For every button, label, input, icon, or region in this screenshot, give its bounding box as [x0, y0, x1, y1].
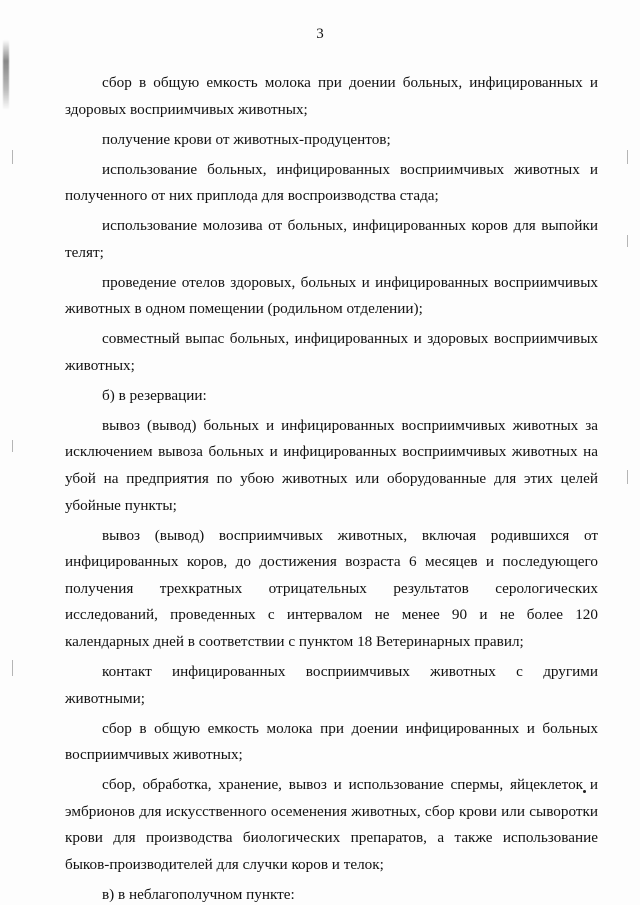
scan-mark	[12, 440, 13, 452]
page-number: 3	[316, 26, 324, 42]
paragraph: проведение отелов здоровых, больных и инфицированных восприимчивых животных в одном помещении (родильном отделении);	[65, 273, 598, 318]
paragraph: получение крови от животных-продуцентов;	[102, 130, 391, 148]
paragraph: совместный выпас больных, инфицированных и здоровых восприимчивых животных;	[65, 330, 598, 374]
paragraph: сбор, обработка, хранение, вывоз и использование спермы, яйцеклеток и эмбрионов для искусственного осеменения животных, сбор крови или сыворотки крови для производства биологических препаратов, а также использование быков-производителей для случки коров и телок;	[65, 776, 598, 873]
paragraph: использование молозива от больных, инфицированных коров для выпойки телят;	[65, 217, 598, 261]
paragraph: контакт инфицированных восприимчивых животных с другими животными;	[65, 662, 598, 707]
section-heading: б) в резервации:	[102, 386, 207, 404]
paragraph: сбор в общую емкость молока при доении больных, инфицированных и здоровых восприимчивых животных;	[65, 74, 598, 118]
paragraph: использование больных, инфицированных восприимчивых животных и полученного от них приплода для воспроизводства стада;	[65, 160, 598, 205]
scan-mark	[627, 235, 628, 247]
scan-mark	[12, 660, 13, 676]
paragraph: вывоз (вывод) восприимчивых животных, включая родившихся от инфицированных коров, до достижения возраста 6 месяцев и последующего получения трехкратных отрицательных результатов серологических исследований, проведенных с интервалом не менее 90 и не более 120 календарных дней в соответствии с пунктом 18 Ветеринарных правил;	[65, 526, 598, 650]
document-body	[65, 70, 598, 905]
scan-edge-artifact	[3, 40, 9, 110]
scan-mark	[627, 470, 628, 484]
scan-mark	[627, 150, 628, 164]
scan-mark	[12, 150, 13, 164]
paragraph: вывоз (вывод) больных и инфицированных восприимчивых животных за исключением вывоза больных и инфицированных восприимчивых животных на убой на предприятия по убою животных или оборудованные для этих целей убойные пункты;	[65, 416, 598, 514]
section-heading: в) в неблагополучном пункте:	[102, 885, 295, 903]
paragraph: сбор в общую емкость молока при доении инфицированных и больных восприимчивых животных;	[65, 719, 598, 764]
